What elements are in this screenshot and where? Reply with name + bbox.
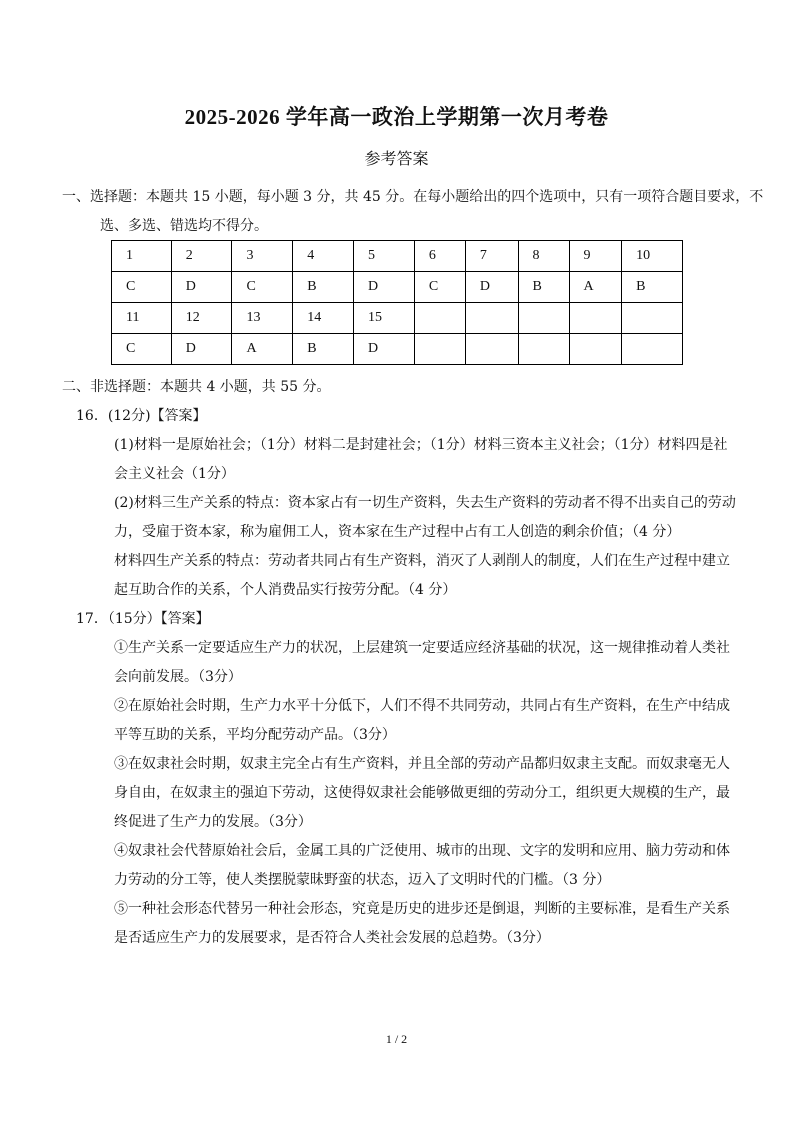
table-cell [465,334,518,365]
table-cell: 9 [569,241,622,272]
table-cell: 7 [465,241,518,272]
table-cell: D [354,272,415,303]
q17-answer-item: ③在奴隶社会时期，奴隶主完全占有生产资料，并且全部的劳动产品都归奴隶主支配。而奴隶毫无人身自由，在奴隶主的强迫下劳动，这使得奴隶社会能够做更细的劳动分工，组织更大规模的生产，最终促进了生产力的发展。（3分） [114,756,730,830]
table-cell: C [112,334,172,365]
table-cell [414,303,465,334]
table-cell [622,303,683,334]
table-cell: 12 [171,303,232,334]
q16-answer-part3: 材料四生产关系的特点：劳动者共同占有生产资料，消灭了人剥削人的制度，人们在生产过程中建立起互助合作的关系，个人消费品实行按劳分配。（4 分） [114,553,730,598]
q16-answer-part1: (1)材料一是原始社会；（1分）材料二是封建社会；（1分）材料三资本主义社会；（1分）材料四是社会主义社会（1分） [114,437,728,482]
answer-table-row-numbers-2 [112,303,683,334]
table-cell [518,303,569,334]
table-cell: 2 [171,241,232,272]
table-cell [465,303,518,334]
table-cell [518,334,569,365]
table-cell: B [293,272,354,303]
table-cell: 10 [622,241,683,272]
table-cell [414,334,465,365]
page-number: 1 / 2 [385,1032,408,1046]
table-cell: 8 [518,241,569,272]
table-cell: B [622,272,683,303]
table-cell: D [354,334,415,365]
table-cell: 13 [232,303,293,334]
q16-answer-part2: (2)材料三生产关系的特点：资本家占有一切生产资料，失去生产资料的劳动者不得不出卖自己的劳动力，受雇于资本家，称为雇佣工人，资本家在生产过程中占有工人创造的剩余价值；（4 分） [114,495,736,540]
table-cell: 15 [354,303,415,334]
table-cell: D [171,272,232,303]
section2-heading: 二、非选择题：本题共 4 小题，共 55 分。 [62,379,331,395]
section1-heading: 一、选择题：本题共 15 小题，每小题 3 分，共 45 分。在每小题给出的四个选项中，只有一项符合题目要求，不选、多选、错选均不得分。 [62,189,764,234]
answer-table-row-numbers-1 [112,241,683,272]
table-cell [569,334,622,365]
table-cell: 4 [293,241,354,272]
table-cell: 1 [112,241,172,272]
answer-table [111,240,683,365]
q17-label: 17．（15分）【答案】 [76,611,210,627]
table-cell: B [293,334,354,365]
table-cell: 3 [232,241,293,272]
table-cell: C [112,272,172,303]
table-cell: C [414,272,465,303]
table-cell: 11 [112,303,172,334]
answer-table-row-answers-1 [112,272,683,303]
table-cell: C [232,272,293,303]
table-cell: 5 [354,241,415,272]
q16-label: 16．(12分)【答案】 [76,408,207,424]
q17-answer-item: ②在原始社会时期，生产力水平十分低下，人们不得不共同劳动，共同占有生产资料，在生产中结成平等互助的关系，平均分配劳动产品。（3分） [114,698,730,743]
q17-answer-item: ①生产关系一定要适应生产力的状况，上层建筑一定要适应经济基础的状况，这一规律推动着人类社会向前发展。（3分） [114,640,730,685]
table-cell [622,334,683,365]
table-cell: B [518,272,569,303]
answers-body [76,402,736,953]
q17-answer-item: ⑤一种社会形态代替另一种社会形态，究竟是历史的进步还是倒退，判断的主要标准，是看生产关系是否适应生产力的发展要求，是否符合人类社会发展的总趋势。（3分） [114,901,730,946]
document-title: 2025-2026 学年高一政治上学期第一次月考卷 [184,105,609,129]
table-cell [569,303,622,334]
table-cell: 14 [293,303,354,334]
table-cell: D [465,272,518,303]
answer-table-row-answers-2 [112,334,683,365]
table-cell: 6 [414,241,465,272]
table-cell: D [171,334,232,365]
document-subtitle: 参考答案 [364,149,429,168]
table-cell: A [569,272,622,303]
q17-answer-item: ④奴隶社会代替原始社会后，金属工具的广泛使用、城市的出现、文字的发明和应用、脑力劳动和体力劳动的分工等，使人类摆脱蒙昧野蛮的状态，迈入了文明时代的门槛。（3 分） [114,843,730,888]
table-cell: A [232,334,293,365]
